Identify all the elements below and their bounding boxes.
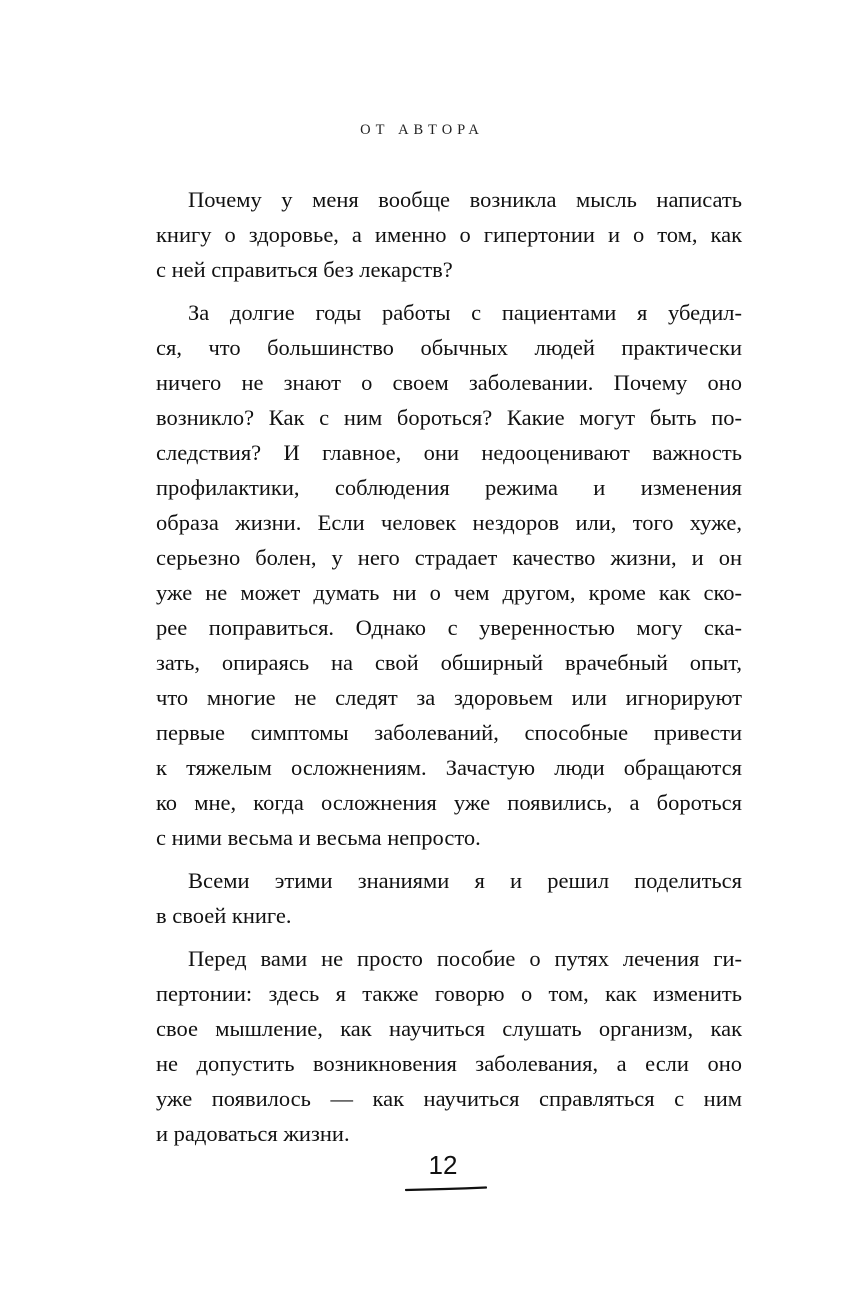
text-line: уже появилось — как научиться справляться с ним — [156, 1086, 742, 1111]
text-line: к тяжелым осложнениям. Зачастую люди обращаются — [156, 755, 742, 780]
body-text — [156, 182, 742, 1151]
text-line: зать, опираясь на свой обширный врачебный опыт, — [156, 650, 742, 675]
text-line: уже не может думать ни о чем другом, кроме как ско- — [156, 580, 742, 605]
text-line: следствия? И главное, они недооценивают важность — [156, 440, 742, 465]
paragraph — [156, 863, 742, 933]
text-line: с ними весьма и весьма непросто. — [156, 825, 481, 850]
page-number: 12 — [428, 1150, 458, 1180]
text-line: Почему у меня вообще возникла мысль написать — [188, 187, 742, 212]
text-line: свое мышление, как научиться слушать организм, как — [156, 1016, 742, 1041]
text-line: За долгие годы работы с пациентами я убедил- — [188, 300, 742, 325]
paragraph — [156, 941, 742, 1151]
text-line: рее поправиться. Однако с уверенностью могу ска- — [156, 615, 742, 640]
text-line: в своей книге. — [156, 903, 292, 928]
page-number-underline — [405, 1185, 487, 1193]
text-line: с ней справиться без лекарств? — [156, 257, 453, 282]
text-line: Перед вами не просто пособие о путях лечения ги- — [188, 946, 742, 971]
text-line: образа жизни. Если человек нездоров или, того хуже, — [156, 510, 742, 535]
text-line: ничего не знают о своем заболевании. Почему оно — [156, 370, 742, 395]
text-line: пертонии: здесь я также говорю о том, как изменить — [156, 981, 742, 1006]
text-line: что многие не следят за здоровьем или игнорируют — [156, 685, 742, 710]
running-header: ОТ АВТОРА — [360, 122, 484, 138]
text-line: и радоваться жизни. — [156, 1121, 350, 1146]
text-line: книгу о здоровье, а именно о гипертонии и о том, как — [156, 222, 742, 247]
text-line: профилактики, соблюдения режима и изменения — [156, 475, 742, 500]
text-line: не допустить возникновения заболевания, а если оно — [156, 1051, 742, 1076]
text-line: ко мне, когда осложнения уже появились, а бороться — [156, 790, 742, 815]
text-line: Всеми этими знаниями я и решил поделиться — [188, 868, 742, 893]
text-line: первые симптомы заболеваний, способные привести — [156, 720, 742, 745]
paragraph — [156, 182, 742, 287]
text-line: ся, что большинство обычных людей практически — [156, 335, 742, 360]
text-line: возникло? Как с ним бороться? Какие могут быть по- — [156, 405, 742, 430]
text-line: серьезно болен, у него страдает качество жизни, и он — [156, 545, 742, 570]
paragraph — [156, 295, 742, 855]
